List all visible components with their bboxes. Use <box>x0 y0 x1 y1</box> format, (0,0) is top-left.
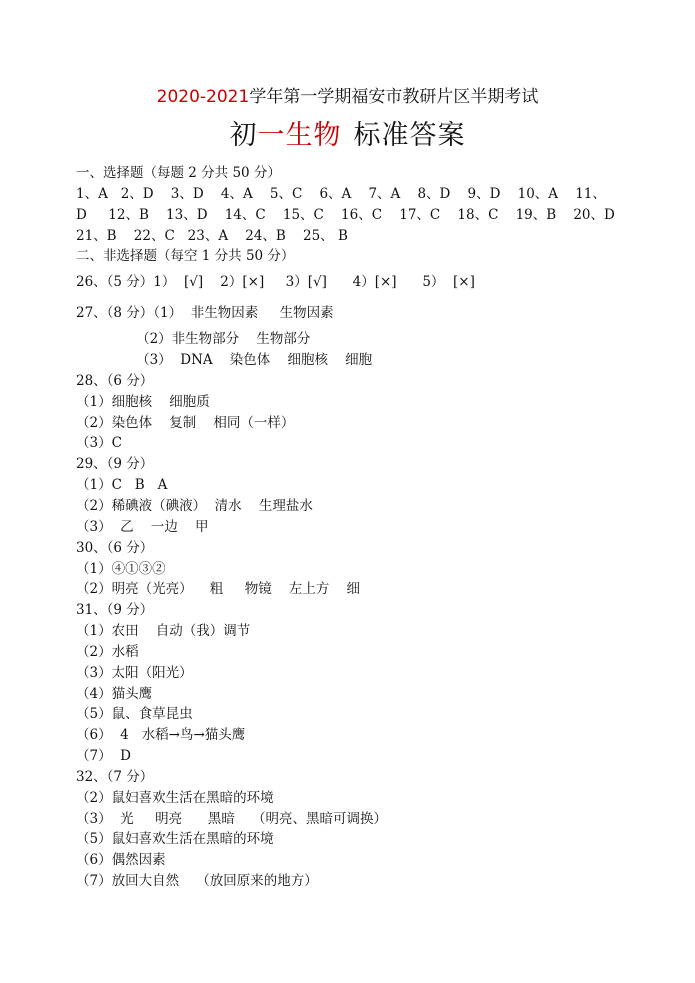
answer-line: （6）偶然因素 <box>76 852 166 869</box>
answer-line: （7） D <box>76 748 131 765</box>
answer-line: （3） 乙 一边 甲 <box>76 518 209 535</box>
answer-line: （2）稀碘液（碘液） 清水 生理盐水 <box>76 497 313 514</box>
section-heading-choice: 一、选择题（每题 2 分共 50 分） <box>76 165 281 181</box>
answer-line: D 12、B 13、D 14、C 15、C 16、C 17、C 18、C 19、B 20、D <box>76 206 615 223</box>
answer-line: （3）C <box>76 435 122 452</box>
answer-line: （2）明亮（光亮） 粗 物镜 左上方 细 <box>76 581 361 598</box>
question-heading-q28: 28、（6 分） <box>76 372 154 389</box>
exam-title <box>0 86 695 108</box>
answer-line: （2）染色体 复制 相同（一样） <box>76 414 295 431</box>
answer-line: （1）④①③② <box>76 560 166 577</box>
section-heading-nonchoice: 二、非选择题（每空 1 分共 50 分） <box>76 248 295 265</box>
answer-line: 1、A 2、D 3、D 4、A 5、C 6、A 7、A 8、D 9、D 10、A 11、 <box>76 185 606 202</box>
subtitle-answer-key: 标准答案 <box>353 120 466 151</box>
question-heading-q30: 30、（6 分） <box>76 539 154 556</box>
subtitle-subject: 一生物 <box>257 120 342 151</box>
answer-line: （1）C B A <box>76 477 168 494</box>
answer-line: （5）鼠、食草昆虫 <box>76 706 193 723</box>
question-heading-q31: 31、（9 分） <box>76 602 154 619</box>
answer-line-q27: 27、（8 分）（1） 非生物因素 生物因素 <box>76 305 334 322</box>
answer-line: （2）鼠妇喜欢生活在黑暗的环境 <box>76 789 274 806</box>
answer-line: （4）猫头鹰 <box>76 685 153 702</box>
question-heading-q32: 32、（7 分） <box>76 768 154 785</box>
answer-line: （3） DNA 染色体 细胞核 细胞 <box>76 352 373 369</box>
subtitle-chu: 初 <box>229 120 258 151</box>
answer-line: （1）农田 自动（我）调节 <box>76 623 251 640</box>
answer-line: （2）水稻 <box>76 643 139 660</box>
exam-title-years: 2020-2021 <box>156 87 250 107</box>
answer-line: （3）太阳（阳光） <box>76 664 193 681</box>
answer-line: 21、B 22、C 23、A 24、B 25、 B <box>76 227 348 244</box>
question-heading-q29: 29、（9 分） <box>76 456 154 473</box>
answer-line: （3） 光 明亮 黑暗 （明亮、黑暗可调换） <box>76 810 388 827</box>
answer-line: （6） 4 水稻→鸟→猫头鹰 <box>76 727 246 744</box>
answer-line-q26: 26、（5 分）1） [√] 2）[×] 3）[√] 4）[×] 5） [×] <box>76 274 475 291</box>
page-subtitle <box>0 118 695 154</box>
answer-line: （5）鼠妇喜欢生活在黑暗的环境 <box>76 831 274 848</box>
answer-line: （7）放回大自然 （放回原来的地方） <box>76 873 318 890</box>
answer-line: （1）细胞核 细胞质 <box>76 393 210 410</box>
answer-line: （2）非生物部分 生物部分 <box>76 331 311 348</box>
exam-title-text: 学年第一学期福安市教研片区半期考试 <box>249 87 539 107</box>
answer-content <box>76 163 636 892</box>
